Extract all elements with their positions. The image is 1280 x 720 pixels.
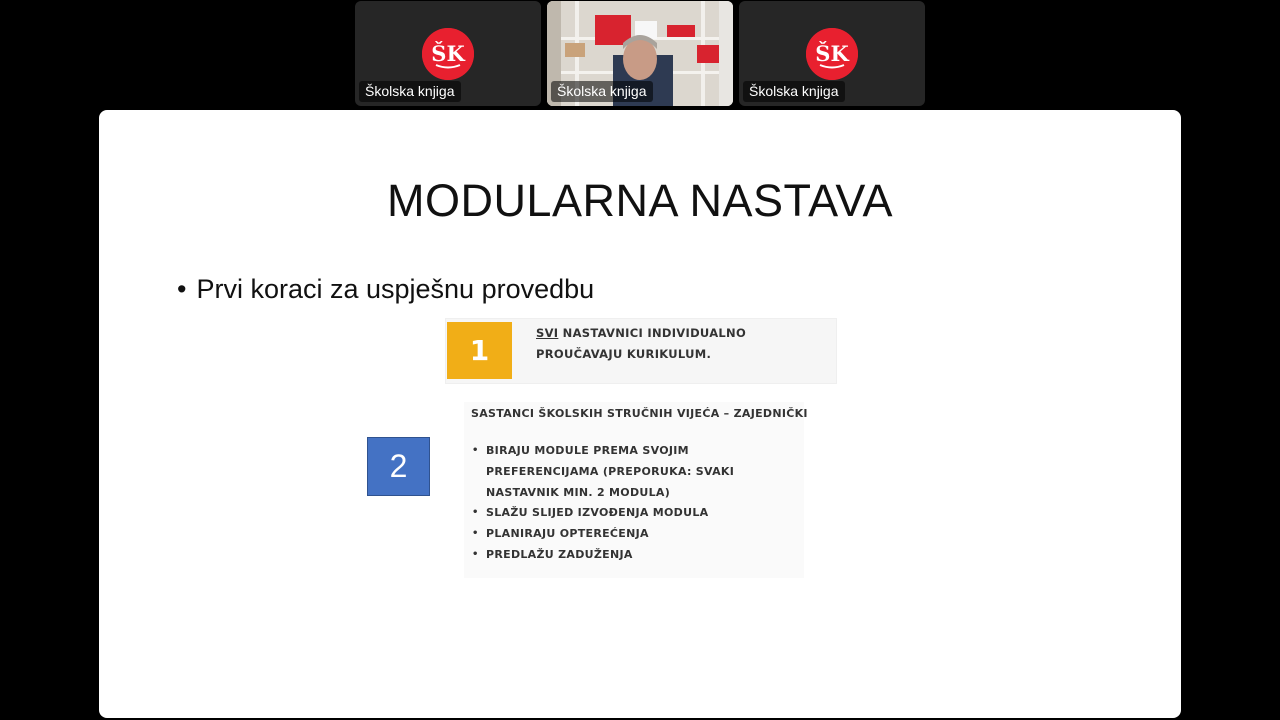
participant-tile-2-video[interactable] (547, 1, 733, 106)
participant-name: Školska knjiga (359, 81, 461, 102)
participant-tile-3[interactable] (739, 1, 925, 106)
skolska-knjiga-logo (806, 28, 858, 80)
step-1-text (536, 323, 836, 365)
step-2-title: SASTANCI ŠKOLSKIH STRUČNIH VIJEĆA – ZAJEDNIČKI (471, 407, 808, 420)
step-1-number: 1 (447, 322, 512, 379)
slide-bullet: • Prvi koraci za uspješnu provedbu (177, 274, 595, 304)
participant-name: Školska knjiga (551, 81, 653, 102)
bullet-text: Prvi koraci za uspješnu provedbu (196, 274, 595, 304)
list-item: • PREDLAŽU ZADUŽENJA (471, 545, 771, 566)
list-item: • SLAŽU SLIJED IZVOĐENJA MODULA (471, 503, 771, 524)
step-1-emphasis: SVI (536, 326, 559, 340)
step-2-list (471, 441, 771, 566)
participant-name: Školska knjiga (743, 81, 845, 102)
list-item: • BIRAJU MODULE PREMA SVOJIM PREFERENCIJAMA (PREPORUKA: SVAKI NASTAVNIK MIN. 2 MODULA) (471, 441, 771, 503)
svg-text:ŠK: ŠK (815, 41, 849, 66)
shared-screen-slide (99, 110, 1181, 718)
list-item: • PLANIRAJU OPTEREĆENJA (471, 524, 771, 545)
participant-tile-1[interactable] (355, 1, 541, 106)
svg-text:ŠK: ŠK (431, 41, 465, 66)
slide-title: MODULARNA NASTAVA (386, 175, 894, 226)
skolska-knjiga-logo (422, 28, 474, 80)
step-2-number: 2 (367, 437, 430, 496)
step-1-body: NASTAVNICI INDIVIDUALNO PROUČAVAJU KURIKULUM. (536, 326, 747, 361)
